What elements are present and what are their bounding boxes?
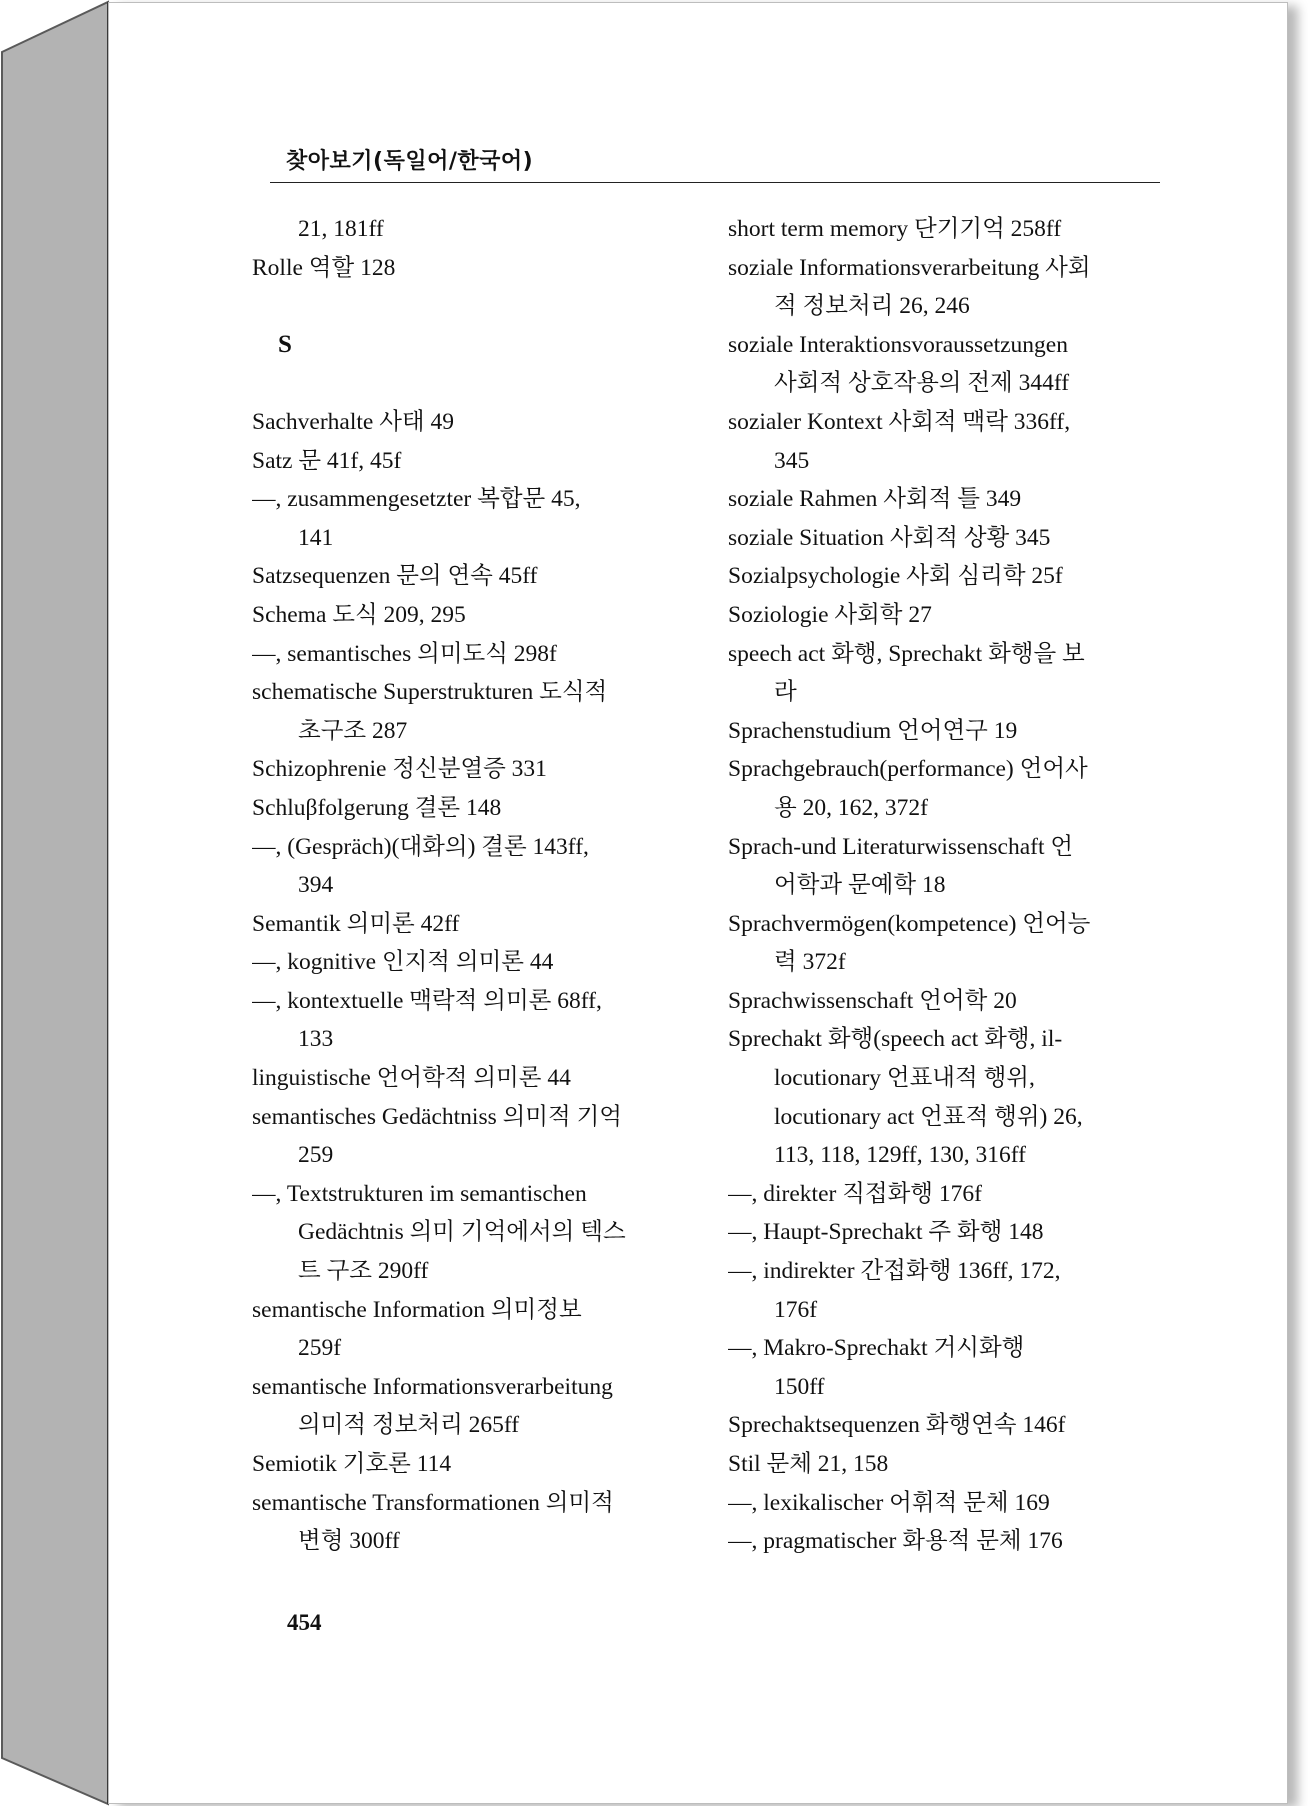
index-entry-line: Rolle 역할 128 [252, 254, 396, 281]
index-entry-line: —, Haupt-Sprechakt 주 화행 148 [728, 1219, 1044, 1246]
index-entry-line: Satz 문 41f, 45f [252, 447, 402, 474]
index-entry-line: Sprachgebrauch(performance) 언어사 [728, 756, 1088, 783]
index-entry-line: Sachverhalte 사태 49 [252, 408, 455, 435]
index-entry-line: schematische Superstrukturen 도식적 [252, 679, 608, 706]
index-entry-line: —, Textstrukturen im semantischen [252, 1180, 587, 1207]
index-entry-line: Satzsequenzen 문의 연속 45ff [252, 563, 538, 590]
index-entry-line: 259 [298, 1142, 334, 1169]
index-entry-line: soziale Situation 사회적 상황 345 [728, 524, 1051, 551]
index-entry-line: 용 20, 162, 372f [774, 794, 928, 821]
index-entry-line: 초구조 287 [298, 717, 408, 744]
index-entry-line: —, lexikalischer 어휘적 문체 169 [728, 1489, 1050, 1516]
index-entry-line: Sprachwissenschaft 언어학 20 [728, 987, 1017, 1014]
index-entry-line: 176f [774, 1296, 818, 1323]
index-entry-line: 394 [298, 872, 334, 899]
index-entry-line: 력 372f [774, 949, 846, 976]
index-entry-line: 어학과 문예학 18 [774, 872, 946, 899]
index-entry-line: —, kognitive 인지적 의미론 44 [252, 949, 554, 976]
index-entry-line: 113, 118, 129ff, 130, 316ff [774, 1142, 1026, 1169]
index-entry-line: Sprachenstudium 언어연구 19 [728, 717, 1018, 744]
index-column-right [728, 210, 1168, 1561]
index-entry-line: Semiotik 기호론 114 [252, 1451, 452, 1477]
index-entry-line: soziale Interaktionsvoraussetzungen [728, 331, 1068, 358]
index-entry-line: Sprach-und Literaturwissenschaft 언 [728, 833, 1074, 860]
index-entry-line: Schluβfolgerung 결론 148 [252, 794, 502, 821]
index-entry-line: —, indirekter 간접화행 136ff, 172, [728, 1258, 1061, 1285]
index-entry-line: 사회적 상호작용의 전제 344ff [774, 370, 1070, 397]
blank-line [252, 287, 692, 326]
index-entry-line: Schema 도식 209, 295 [252, 601, 466, 628]
index-entry-line: 변형 300ff [298, 1528, 400, 1555]
index-entry-line: linguistische 언어학적 의미론 44 [252, 1065, 571, 1092]
index-entry-line: —, zusammengesetzter 복합문 45, [252, 486, 581, 513]
header-title: 찾아보기(독일어/한국어) [286, 149, 534, 174]
index-entry-line: 의미적 정보처리 265ff [298, 1412, 520, 1439]
index-entry-line: Gedächtnis 의미 기억에서의 텍스 [298, 1219, 626, 1246]
index-column-left [252, 210, 692, 1561]
index-entry-line: semantische Informationsverarbeitung [252, 1373, 613, 1400]
index-entry-line: Schizophrenie 정신분열증 331 [252, 756, 547, 783]
blank-line [252, 364, 692, 403]
index-entry-line: 259f [298, 1335, 342, 1362]
index-entry-line: 적 정보처리 26, 246 [774, 293, 970, 320]
index-entry-line: 트 구조 290ff [298, 1258, 429, 1285]
index-entry-line: locutionary 언표내적 행위, [774, 1065, 1035, 1092]
index-entry-line: soziale Rahmen 사회적 틀 349 [728, 486, 1022, 513]
index-entry-line: Sprechakt 화행(speech act 화행, il- [728, 1026, 1063, 1053]
index-entry-line: speech act 화행, Sprechakt 화행을 보 [728, 640, 1085, 667]
index-entry-line: Stil 문체 21, 158 [728, 1451, 889, 1477]
index-section-heading: S [278, 330, 292, 358]
index-entry-line: soziale Informationsverarbeitung 사회 [728, 254, 1091, 281]
index-entry-line: Soziologie 사회학 27 [728, 601, 932, 628]
index-entry-line: 345 [774, 447, 810, 474]
index-entry-line: locutionary act 언표적 행위) 26, [774, 1103, 1083, 1130]
running-header [270, 140, 1160, 183]
index-entry-line: —, Makro-Sprechakt 거시화행 [728, 1335, 1025, 1362]
index-entry-line: short term memory 단기기억 258ff [728, 216, 1062, 242]
index-entry-line: 150ff [774, 1373, 825, 1400]
index-entry-line: semantische Transformationen 의미적 [252, 1489, 614, 1516]
index-entry-line: Sprechaktsequenzen 화행연속 146f [728, 1412, 1066, 1439]
index-entry-line: 141 [298, 524, 334, 551]
index-entry-line: —, pragmatischer 화용적 문체 176 [728, 1528, 1063, 1555]
index-entry-line: 라 [774, 679, 797, 706]
index-entry-line: —, direkter 직접화행 176f [728, 1180, 982, 1207]
index-entry-line: sozialer Kontext 사회적 맥락 336ff, [728, 408, 1071, 435]
page-number: 454 [287, 1610, 322, 1635]
index-entry-line: Sozialpsychologie 사회 심리학 25f [728, 563, 1063, 590]
index-entry-line: 21, 181ff [298, 216, 384, 242]
index-entry-line: semantisches Gedächtniss 의미적 기억 [252, 1103, 622, 1130]
book-side-edge [2, 2, 108, 1804]
index-entry-line: —, (Gespräch)(대화의) 결론 143ff, [252, 833, 589, 860]
index-entry-line: Semantik 의미론 42ff [252, 910, 460, 937]
index-entry-line: 133 [298, 1026, 334, 1053]
index-entry-line: semantische Information 의미정보 [252, 1296, 582, 1323]
index-entry-line: —, kontextuelle 맥락적 의미론 68ff, [252, 987, 602, 1014]
index-entry-line: Sprachvermögen(kompetence) 언어능 [728, 910, 1091, 937]
index-entry-line: —, semantisches 의미도식 298f [252, 640, 557, 667]
